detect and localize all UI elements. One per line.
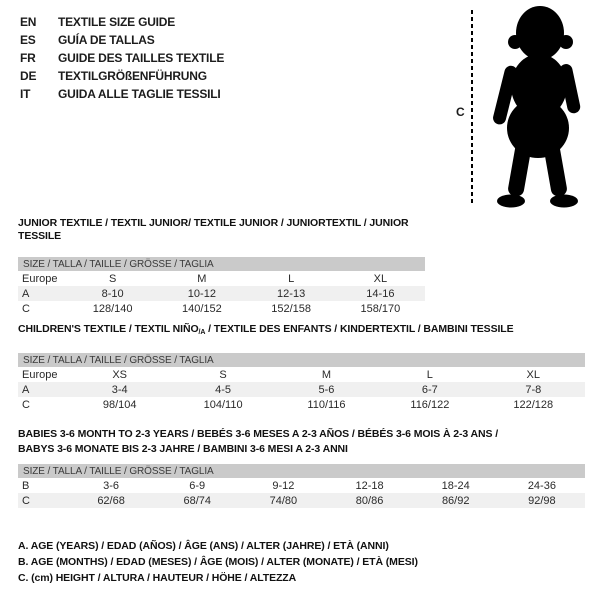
language-title-list	[20, 13, 224, 103]
age-cell: 4-5	[215, 383, 232, 396]
height-cell: 80/86	[355, 494, 384, 507]
height-cell: 92/98	[528, 494, 556, 507]
age-cell: 3-4	[111, 383, 128, 396]
size-cell: S	[108, 272, 117, 285]
size-cell: XS	[112, 368, 128, 381]
row-label: Europe	[22, 368, 58, 381]
months-cell: 12-18	[355, 479, 384, 492]
children-title-subscript: /A	[198, 329, 206, 336]
table-row-height	[18, 397, 585, 412]
age-cell: 10-12	[187, 287, 216, 300]
size-header-row	[18, 257, 425, 271]
junior-section-title: JUNIOR TEXTILE / TEXTIL JUNIOR/ TEXTILE JUNIOR / JUNIORTEXTIL / JUNIOR TESSILE	[18, 217, 409, 242]
height-cell: 116/122	[410, 398, 450, 411]
table-row-height	[18, 493, 585, 508]
row-label: C	[22, 494, 30, 507]
babies-section-title	[18, 427, 585, 457]
row-label: B	[22, 479, 30, 492]
size-header-row	[18, 464, 585, 478]
baby-silhouette-icon	[482, 4, 594, 212]
months-cell: 3-6	[103, 479, 120, 492]
guide-title-it: GUIDA ALLE TAGLIE TESSILI	[58, 87, 221, 101]
lang-code: FR	[20, 51, 36, 65]
legend-line-a: A. AGE (YEARS) / EDAD (AÑOS) / ÂGE (ANS) / ALTER (JAHRE) / ETÀ (ANNI)	[18, 540, 389, 552]
height-cell: 74/80	[269, 494, 298, 507]
lang-code: IT	[20, 87, 31, 101]
lang-code: DE	[20, 69, 37, 83]
legend-line-c: C. (cm) HEIGHT / ALTURA / HAUTEUR / HÖHE / ALTEZZA	[18, 572, 297, 584]
size-header-cell: SIZE / TALLA / TAILLE / GRÖSSE / TAGLIA	[23, 258, 214, 270]
guide-title-es: GUÍA DE TALLAS	[58, 33, 155, 47]
months-cell: 6-9	[189, 479, 206, 492]
row-label: C	[22, 302, 30, 315]
children-title-post: / TEXTILE DES ENFANTS / KINDERTEXTIL / BAMBINI TESSILE	[205, 323, 514, 335]
age-cell: 7-8	[525, 383, 542, 396]
row-label: A	[22, 287, 30, 300]
height-cell: 110/116	[307, 398, 346, 411]
height-cell: 68/74	[183, 494, 211, 507]
size-header-cell: SIZE / TALLA / TAILLE / GRÖSSE / TAGLIA	[23, 465, 214, 477]
lang-row-en	[20, 13, 224, 31]
height-cell: 140/152	[181, 302, 222, 315]
row-label: A	[22, 383, 30, 396]
section-junior-textile	[18, 217, 425, 316]
height-cell: 98/104	[102, 398, 137, 411]
table-row-europe	[18, 367, 585, 382]
lang-row-fr	[20, 49, 224, 67]
junior-size-table	[18, 257, 425, 316]
lang-row-de	[20, 67, 224, 85]
section-babies-textile	[18, 427, 585, 508]
months-cell: 18-24	[441, 479, 470, 492]
age-cell: 6-7	[421, 383, 438, 396]
size-cell: S	[219, 368, 227, 381]
age-cell: 5-6	[318, 383, 335, 396]
guide-title-de: TEXTILGRÖßENFÜHRUNG	[58, 69, 207, 83]
size-header-row	[18, 353, 585, 367]
height-cell: 104/110	[203, 398, 243, 411]
size-cell: M	[321, 368, 332, 381]
height-cell: 86/92	[441, 494, 470, 507]
legend-line-b: B. AGE (MONTHS) / EDAD (MESES) / ÂGE (MOIS) / ALTER (MONATE) / ETÀ (MESI)	[18, 556, 418, 568]
size-cell: XL	[373, 272, 388, 285]
height-measure-label: C	[456, 105, 465, 119]
size-header-cell: SIZE / TALLA / TAILLE / GRÖSSE / TAGLIA	[23, 354, 214, 366]
height-measure-dashed-line	[471, 10, 473, 206]
lang-row-es	[20, 31, 224, 49]
size-cell: XL	[526, 368, 541, 381]
lang-code: ES	[20, 33, 36, 47]
row-label: Europe	[22, 272, 58, 285]
guide-title-fr: GUIDE DES TAILLES TEXTILE	[58, 51, 225, 65]
height-cell: 128/140	[92, 302, 133, 315]
height-cell: 122/128	[513, 398, 554, 411]
children-size-table	[18, 353, 585, 412]
row-label: C	[22, 398, 30, 411]
table-row-age	[18, 382, 585, 397]
height-cell: 152/158	[271, 302, 311, 315]
months-cell: 9-12	[272, 479, 295, 492]
lang-code: EN	[20, 15, 37, 29]
legend	[18, 538, 418, 586]
age-cell: 14-16	[366, 287, 395, 300]
section-children-textile	[18, 323, 585, 412]
size-cell: L	[288, 272, 295, 285]
table-row-months	[18, 478, 585, 493]
babies-title-line1: BABIES 3-6 MONTH TO 2-3 YEARS / BEBÉS 3-6 MESES A 2-3 AÑOS / BÉBÉS 3-6 MOIS À 2-3 ANS /	[18, 428, 499, 440]
height-cell: 158/170	[360, 302, 401, 315]
size-cell: L	[426, 368, 433, 381]
table-row-europe	[18, 271, 425, 286]
size-cell: M	[197, 272, 207, 285]
height-cell: 62/68	[97, 494, 125, 507]
babies-title-line2: BABYS 3-6 MONATE BIS 2-3 JAHRE / BAMBINI 3-6 MESI A 2-3 ANNI	[18, 443, 348, 455]
children-section-title	[18, 323, 585, 339]
lang-row-it	[20, 85, 224, 103]
babies-size-table	[18, 464, 585, 508]
children-title-pre: CHILDREN'S TEXTILE / TEXTIL NIÑO	[18, 323, 199, 335]
table-row-height	[18, 301, 425, 316]
age-cell: 8-10	[101, 287, 124, 300]
age-cell: 12-13	[277, 287, 306, 300]
guide-title-en: TEXTILE SIZE GUIDE	[58, 15, 176, 29]
months-cell: 24-36	[527, 479, 556, 492]
table-row-age	[18, 286, 425, 301]
